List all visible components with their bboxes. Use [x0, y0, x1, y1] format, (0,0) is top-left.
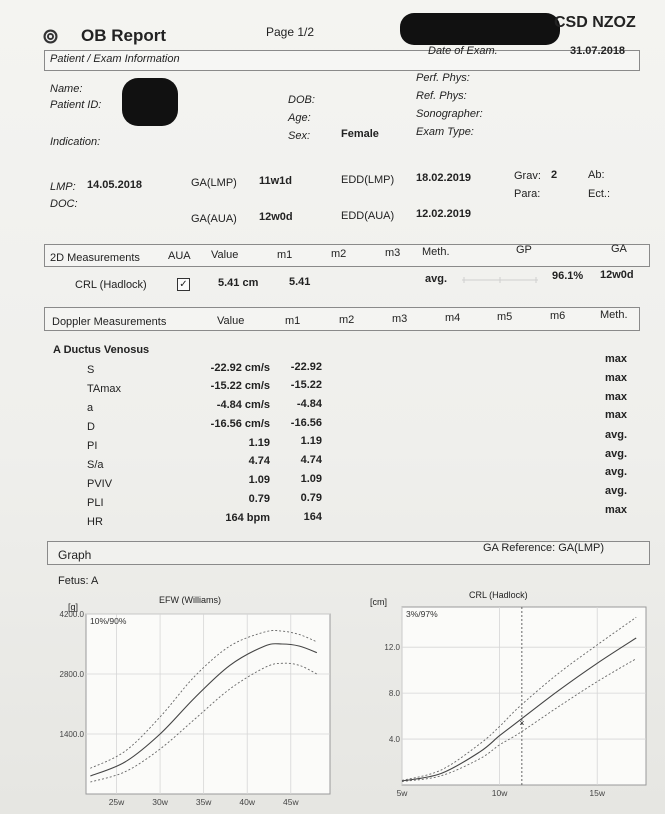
efw-plot-area [86, 614, 330, 794]
efw-y-tick: 1400.0 [59, 730, 84, 739]
ga-lmp-value: 11w1d [259, 175, 293, 187]
brand-label: CSD NZOZ [554, 14, 636, 31]
crl-gp: 96.1% [552, 270, 584, 282]
gp-gauge [462, 271, 538, 279]
doppler-row-m1: -16.56 [290, 417, 322, 429]
doppler-row-meth: avg. [605, 448, 628, 460]
doppler-row-value: -22.92 cm/s [210, 362, 270, 374]
doppler-row-name: PVIV [87, 478, 113, 490]
doppler-row-name: TAmax [87, 383, 122, 395]
doppler-row-value: 1.09 [248, 474, 270, 486]
doppler-row-name: S [87, 364, 95, 376]
doppler-row-meth: avg. [605, 466, 628, 478]
doppler-row-name: S/a [87, 459, 104, 471]
lmp-label: LMP: [50, 181, 76, 193]
crl-meth: avg. [425, 273, 448, 285]
measure2d-col-gp: GP [516, 244, 532, 256]
date-value: 31.07.2018 [570, 45, 626, 57]
efw-unit: [g] [68, 602, 79, 612]
redacted-name [122, 78, 178, 126]
ab-label: Ab: [588, 169, 605, 181]
doppler-col-m1: m1 [285, 315, 301, 327]
efw-y-tick: 2800.0 [59, 670, 84, 679]
doppler-row-name: HR [87, 516, 103, 528]
redacted-header [400, 13, 560, 45]
logo-icon [43, 29, 58, 44]
doppler-col-value: Value [217, 315, 245, 327]
measure2d-col-meth: Meth. [422, 246, 450, 258]
ga-aua-value: 12w0d [259, 211, 293, 223]
crl-y-tick: 8.0 [388, 689, 400, 699]
date-label: Date of Exam. [428, 45, 498, 57]
crl-row-name: CRL (Hadlock) [75, 279, 147, 291]
name-label: Name: [50, 83, 83, 95]
ref-phys-label: Ref. Phys: [416, 90, 467, 102]
ga-lmp-label: GA(LMP) [191, 177, 237, 189]
ga-reference: GA Reference: GA(LMP) [483, 542, 605, 554]
doppler-row-name: a [87, 402, 94, 414]
doppler-row-value: -4.84 cm/s [216, 399, 270, 411]
report-title: OB Report [81, 26, 166, 45]
edd-lmp-label: EDD(LMP) [341, 174, 395, 186]
efw-title: EFW (Williams) [159, 595, 221, 605]
crl-value: 5.41 cm [218, 277, 259, 289]
crl-x-tick: 15w [589, 788, 605, 798]
efw-x-tick: 35w [195, 797, 212, 807]
doppler-col-m3: m3 [392, 313, 408, 325]
doppler-row-value: 4.74 [248, 455, 270, 467]
crl-y-tick: 4.0 [388, 735, 400, 745]
doppler-title: Doppler Measurements [52, 316, 167, 328]
efw-x-tick: 25w [108, 797, 125, 807]
doppler-row-meth: max [605, 353, 628, 365]
doc-label: DOC: [50, 198, 78, 210]
crl-chart [370, 599, 655, 814]
efw-percentile-label: 10%/90% [90, 616, 127, 626]
crl-y-tick: 12.0 [384, 643, 400, 653]
measure2d-col-aua: AUA [168, 250, 191, 262]
perf-phys-label: Perf. Phys: [416, 72, 470, 84]
fetus-label: Fetus: A [58, 575, 99, 587]
doppler-col-meth: Meth. [600, 309, 628, 321]
measure2d-col-m2: m2 [331, 248, 347, 260]
edd-aua-label: EDD(AUA) [341, 210, 395, 222]
crl-checkbox[interactable]: ✓ [177, 278, 190, 291]
lmp-value: 14.05.2018 [87, 179, 143, 191]
exam-type-label: Exam Type: [416, 126, 474, 138]
crl-ga: 12w0d [600, 269, 634, 281]
doppler-row-value: 1.19 [248, 437, 270, 449]
patient-section-title: Patient / Exam Information [50, 53, 180, 65]
doppler-row-meth: avg. [605, 485, 628, 497]
doppler-row-meth: max [605, 372, 628, 384]
measure2d-col-ga: GA [611, 243, 627, 255]
patient-id-label: Patient ID: [50, 99, 102, 111]
measure2d-col-m3: m3 [385, 247, 401, 259]
page-number: Page 1/2 [266, 25, 315, 39]
edd-lmp-value: 18.02.2019 [416, 172, 472, 184]
grav-value: 2 [551, 169, 558, 181]
crl-title: CRL (Hadlock) [469, 590, 528, 600]
graph-title: Graph [58, 548, 92, 562]
edd-aua-value: 12.02.2019 [416, 208, 472, 220]
doppler-row-m1: -15.22 [290, 379, 322, 391]
efw-x-tick: 30w [152, 797, 168, 807]
doppler-row-name: PLI [87, 497, 104, 509]
age-label: Age: [288, 112, 311, 124]
para-label: Para: [514, 188, 541, 200]
doppler-row-value: 0.79 [248, 493, 270, 505]
measure2d-col-m1: m1 [277, 249, 293, 261]
doppler-row-m1: -4.84 [296, 398, 322, 410]
doppler-row-meth: max [605, 409, 628, 421]
crl-unit: [cm] [370, 597, 387, 607]
efw-x-tick: 45w [282, 797, 299, 807]
efw-chart [48, 599, 338, 814]
doppler-row-meth: max [605, 504, 628, 516]
doppler-row-m1: 1.19 [300, 435, 322, 447]
doppler-group-title: A Ductus Venosus [53, 344, 150, 356]
doppler-col-m6: m6 [550, 310, 566, 322]
doppler-row-m1: -22.92 [290, 361, 322, 373]
doppler-col-m5: m5 [497, 311, 513, 323]
sonographer-label: Sonographer: [416, 108, 483, 120]
doppler-col-m4: m4 [445, 312, 461, 324]
crl-x-tick: 10w [491, 788, 508, 798]
crl-m1: 5.41 [289, 276, 311, 288]
doppler-row-name: D [87, 421, 95, 433]
measure2d-title: 2D Measurements [50, 252, 140, 264]
doppler-row-value: -16.56 cm/s [210, 418, 270, 430]
crl-plot-area [402, 607, 646, 785]
measure2d-col-value: Value [211, 249, 239, 261]
crl-measurement-marker: × [519, 717, 525, 728]
crl-percentile-label: 3%/97% [406, 609, 438, 619]
doppler-row-name: PI [87, 440, 98, 452]
doppler-row-m1: 164 [303, 511, 322, 523]
doppler-row-value: 164 bpm [225, 512, 270, 524]
doppler-col-m2: m2 [339, 314, 355, 326]
doppler-row-m1: 0.79 [300, 492, 322, 504]
doppler-row-value: -15.22 cm/s [210, 380, 270, 392]
dob-label: DOB: [288, 94, 315, 106]
efw-y-tick: 4200.0 [59, 610, 84, 619]
sex-label: Sex: [288, 130, 311, 142]
doppler-row-m1: 1.09 [300, 473, 322, 485]
doppler-row-m1: 4.74 [300, 454, 322, 466]
ect-label: Ect.: [588, 188, 611, 200]
indication-label: Indication: [50, 136, 101, 148]
ga-aua-label: GA(AUA) [191, 213, 237, 225]
sex-value: Female [341, 128, 379, 140]
crl-x-tick: 5w [396, 788, 408, 798]
efw-x-tick: 40w [239, 797, 256, 807]
doppler-row-meth: avg. [605, 429, 628, 441]
grav-label: Grav: [514, 170, 541, 182]
doppler-row-meth: max [605, 391, 628, 403]
